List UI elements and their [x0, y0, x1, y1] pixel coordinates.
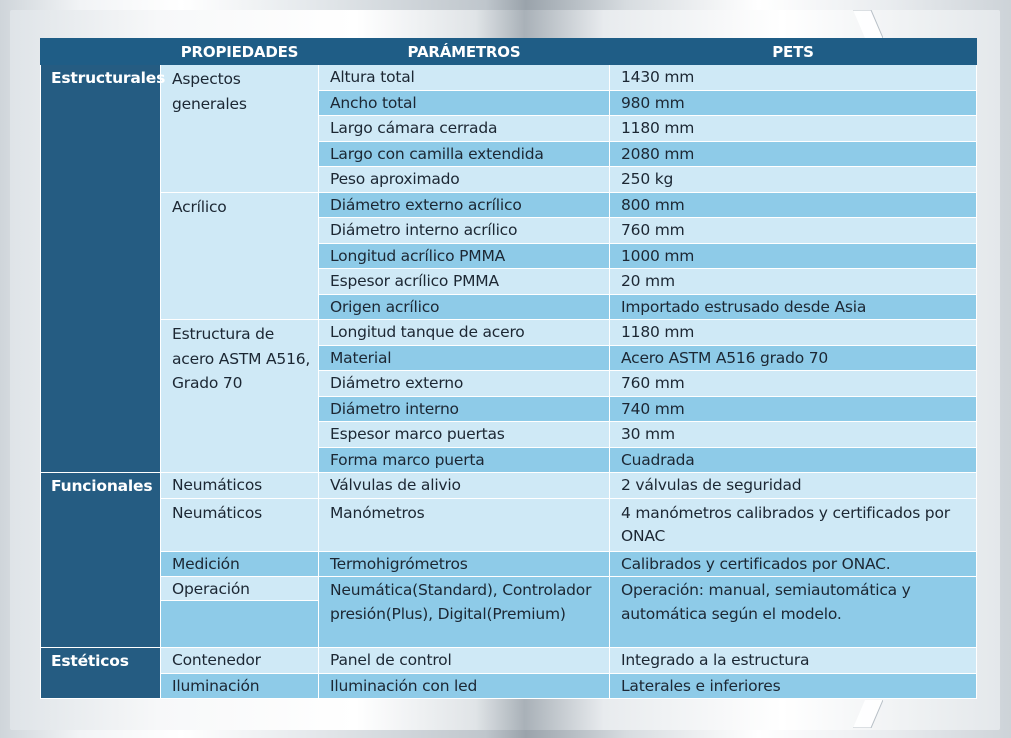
- param-cell: Material: [319, 345, 610, 371]
- value-cell: 2 válvulas de seguridad: [610, 473, 977, 499]
- table-row: [41, 551, 977, 577]
- param-cell: Espesor marco puertas: [319, 422, 610, 448]
- param-cell: Manómetros: [319, 498, 610, 551]
- table-row: [41, 648, 977, 674]
- param-cell: Diámetro interno: [319, 396, 610, 422]
- prop-cell: Iluminación: [161, 673, 319, 699]
- param-cell: Origen acrílico: [319, 294, 610, 320]
- value-cell: 20 mm: [610, 269, 977, 295]
- param-cell: Forma marco puerta: [319, 447, 610, 473]
- header-blank: [41, 39, 161, 65]
- param-cell: Largo cámara cerrada: [319, 116, 610, 142]
- value-cell: 2080 mm: [610, 141, 977, 167]
- param-cell: Neumática(Standard), Controlador presión(Plus), Digital(Premium): [319, 577, 610, 648]
- param-cell: Panel de control: [319, 648, 610, 674]
- value-cell: Laterales e inferiores: [610, 673, 977, 699]
- table-row: [41, 65, 977, 91]
- value-cell: 30 mm: [610, 422, 977, 448]
- param-cell: Largo con camilla extendida: [319, 141, 610, 167]
- value-cell: 1180 mm: [610, 116, 977, 142]
- table-row: [41, 673, 977, 699]
- specs-table: [40, 38, 977, 699]
- param-cell: Válvulas de alivio: [319, 473, 610, 499]
- group-acrilico: Acrílico: [161, 192, 319, 320]
- prop-cell: Neumáticos: [161, 473, 319, 499]
- value-cell: 760 mm: [610, 218, 977, 244]
- value-cell: 980 mm: [610, 90, 977, 116]
- section-funcionales: Funcionales: [41, 473, 161, 648]
- section-esteticos: Estéticos: [41, 648, 161, 699]
- table-row: [41, 473, 977, 499]
- corner-decoration-icon: [853, 10, 883, 38]
- corner-decoration-icon: [853, 700, 883, 728]
- param-cell: Peso aproximado: [319, 167, 610, 193]
- value-cell: Cuadrada: [610, 447, 977, 473]
- param-cell: Longitud tanque de acero: [319, 320, 610, 346]
- value-cell: 740 mm: [610, 396, 977, 422]
- value-cell: 1000 mm: [610, 243, 977, 269]
- header-propiedades: PROPIEDADES: [161, 39, 319, 65]
- param-cell: Termohigrómetros: [319, 551, 610, 577]
- prop-cell: Neumáticos: [161, 498, 319, 551]
- param-cell: Diámetro externo acrílico: [319, 192, 610, 218]
- prop-cell: Medición: [161, 551, 319, 577]
- table-header: [41, 39, 977, 65]
- value-cell: Acero ASTM A516 grado 70: [610, 345, 977, 371]
- table-row: [41, 320, 977, 346]
- value-cell: 1180 mm: [610, 320, 977, 346]
- table-row: [41, 577, 977, 648]
- table-row: [41, 192, 977, 218]
- param-cell: Iluminación con led: [319, 673, 610, 699]
- header-parametros: PARÁMETROS: [319, 39, 610, 65]
- header-pets: PETS: [610, 39, 977, 65]
- param-cell: Ancho total: [319, 90, 610, 116]
- param-cell: Longitud acrílico PMMA: [319, 243, 610, 269]
- section-estructurales: Estructurales: [41, 65, 161, 473]
- prop-cell: [161, 577, 319, 648]
- param-cell: Espesor acrílico PMMA: [319, 269, 610, 295]
- value-cell: Importado estrusado desde Asia: [610, 294, 977, 320]
- value-cell: Operación: manual, semiautomática y automática según el modelo.: [610, 577, 977, 648]
- prop-cell: Contenedor: [161, 648, 319, 674]
- prop-label: Operación: [161, 577, 318, 601]
- param-cell: Altura total: [319, 65, 610, 91]
- value-cell: 250 kg: [610, 167, 977, 193]
- value-cell: 760 mm: [610, 371, 977, 397]
- value-cell: 4 manómetros calibrados y certificados por ONAC: [610, 498, 977, 551]
- value-cell: Integrado a la estructura: [610, 648, 977, 674]
- param-cell: Diámetro externo: [319, 371, 610, 397]
- group-estructura: Estructura de acero ASTM A516, Grado 70: [161, 320, 319, 473]
- value-cell: 1430 mm: [610, 65, 977, 91]
- param-cell: Diámetro interno acrílico: [319, 218, 610, 244]
- group-aspectos: Aspectos generales: [161, 65, 319, 193]
- table-row: [41, 498, 977, 551]
- value-cell: 800 mm: [610, 192, 977, 218]
- value-cell: Calibrados y certificados por ONAC.: [610, 551, 977, 577]
